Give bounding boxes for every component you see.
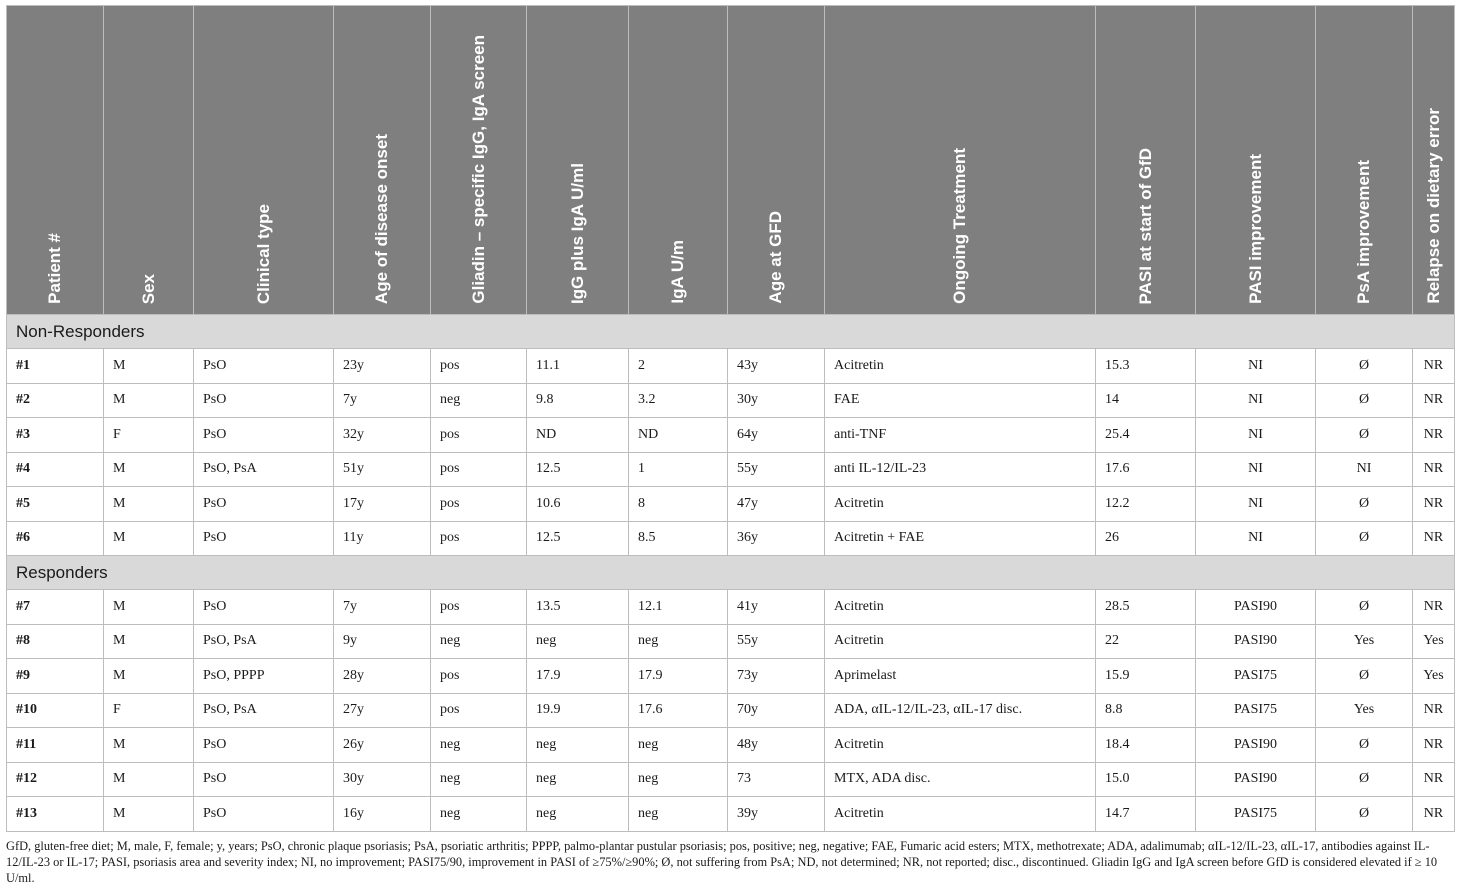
table-cell: Ø	[1316, 762, 1413, 797]
table-cell: 28.5	[1096, 590, 1196, 625]
table-cell: 11y	[334, 521, 431, 556]
table-cell: 12.5	[527, 452, 629, 487]
table-cell: 28y	[334, 659, 431, 694]
table-cell: F	[104, 418, 194, 453]
column-header-label: Clinical type	[253, 203, 273, 304]
table-cell: Yes	[1413, 659, 1455, 694]
table-container	[6, 5, 1454, 886]
table-cell: Ø	[1316, 659, 1413, 694]
table-cell: 30y	[334, 762, 431, 797]
table-cell: PASI90	[1196, 762, 1316, 797]
table-cell: neg	[629, 624, 728, 659]
table-cell: 8.5	[629, 521, 728, 556]
table-cell: PsO, PPPP	[194, 659, 334, 694]
table-cell: NR	[1413, 349, 1455, 384]
table-row	[7, 452, 1455, 487]
column-header-label: Ongoing Treatment	[950, 148, 969, 304]
table-row	[7, 349, 1455, 384]
column-header	[629, 6, 728, 315]
table-cell: 64y	[728, 418, 825, 453]
table-cell: pos	[431, 521, 527, 556]
column-header-label: IgA U/m	[668, 240, 687, 304]
table-cell: pos	[431, 659, 527, 694]
patient-id-cell: #13	[7, 797, 104, 832]
column-header-label: IgG plus IgA U/ml	[567, 162, 587, 304]
table-cell: neg	[431, 762, 527, 797]
patient-id-cell: #2	[7, 383, 104, 418]
table-cell: neg	[527, 728, 629, 763]
table-cell: neg	[629, 728, 728, 763]
table-cell: M	[104, 383, 194, 418]
table-row	[7, 624, 1455, 659]
table-cell: PsO	[194, 521, 334, 556]
column-header-label: Patient #	[45, 233, 64, 304]
table-cell: PsO, PsA	[194, 693, 334, 728]
table-cell: 16y	[334, 797, 431, 832]
table-cell: Ø	[1316, 590, 1413, 625]
table-cell: 22	[1096, 624, 1196, 659]
column-header	[104, 6, 194, 315]
table-cell: 17.6	[629, 693, 728, 728]
table-cell: NR	[1413, 487, 1455, 522]
table-cell: 12.2	[1096, 487, 1196, 522]
table-cell: MTX, ADA disc.	[825, 762, 1096, 797]
column-header	[1316, 6, 1413, 315]
table-cell: pos	[431, 487, 527, 522]
column-header-label: PASI improvement	[1245, 154, 1265, 304]
table-body	[7, 315, 1455, 832]
table-cell: Ø	[1316, 521, 1413, 556]
table-cell: Acitretin + FAE	[825, 521, 1096, 556]
group-row	[7, 556, 1455, 590]
table-cell: neg	[431, 383, 527, 418]
table-cell: Ø	[1316, 797, 1413, 832]
table-cell: neg	[629, 797, 728, 832]
table-cell: 23y	[334, 349, 431, 384]
table-cell: 17.6	[1096, 452, 1196, 487]
table-cell: anti IL-12/IL-23	[825, 452, 1096, 487]
table-cell: 26y	[334, 728, 431, 763]
table-cell: NI	[1196, 521, 1316, 556]
patient-id-cell: #3	[7, 418, 104, 453]
table-cell: 12.5	[527, 521, 629, 556]
table-cell: 55y	[728, 624, 825, 659]
table-footnote: GfD, gluten-free diet; M, male, F, female; y, years; PsO, chronic plaque psoriasis; PsA, psoriatic arthritis; PPPP, palmo-plantar pustular psoriasis; pos, positive; neg, negative; FAE, Fumaric acid esters; MTX, methotrexate; ADA, adalimumab; αIL-12/IL-23, αIL-17, antibodies against IL-12/IL-23 or IL-17; PASI, psoriasis area and severity index; NI, no improvement; PASI75/90, improvement in PASI of ≥75%/≥90%; Ø, not suffering from PsA; ND, not determined; NR, not reported; disc., discontinued. Gliadin IgG and IgA screen before GfD is considered elevated if ≥ 10 U/ml.	[6, 838, 1438, 885]
table-cell: anti-TNF	[825, 418, 1096, 453]
group-label: Non-Responders	[7, 315, 1455, 349]
table-cell: NR	[1413, 590, 1455, 625]
table-cell: M	[104, 762, 194, 797]
table-row	[7, 797, 1455, 832]
table-cell: NI	[1196, 418, 1316, 453]
patient-id-cell: #1	[7, 349, 104, 384]
table-cell: 13.5	[527, 590, 629, 625]
patient-id-cell: #5	[7, 487, 104, 522]
table-cell: 36y	[728, 521, 825, 556]
patient-id-cell: #8	[7, 624, 104, 659]
table-row	[7, 521, 1455, 556]
table-cell: NR	[1413, 797, 1455, 832]
table-cell: 32y	[334, 418, 431, 453]
table-cell: Acitretin	[825, 797, 1096, 832]
table-cell: PASI75	[1196, 659, 1316, 694]
table-cell: 39y	[728, 797, 825, 832]
table-cell: pos	[431, 590, 527, 625]
table-cell: 7y	[334, 383, 431, 418]
table-cell: 8	[629, 487, 728, 522]
table-cell: NR	[1413, 452, 1455, 487]
table-cell: neg	[527, 762, 629, 797]
patient-id-cell: #4	[7, 452, 104, 487]
table-cell: 10.6	[527, 487, 629, 522]
column-header-label: Sex	[138, 273, 158, 304]
group-row	[7, 315, 1455, 349]
table-cell: PASI90	[1196, 728, 1316, 763]
table-cell: 51y	[334, 452, 431, 487]
patient-table	[6, 5, 1455, 832]
column-header	[527, 6, 629, 315]
table-cell: NI	[1196, 383, 1316, 418]
table-cell: neg	[629, 762, 728, 797]
table-cell: Aprimelast	[825, 659, 1096, 694]
table-cell: 41y	[728, 590, 825, 625]
table-row	[7, 659, 1455, 694]
patient-id-cell: #6	[7, 521, 104, 556]
table-cell: pos	[431, 452, 527, 487]
table-cell: NR	[1413, 418, 1455, 453]
table-cell: 70y	[728, 693, 825, 728]
table-cell: Ø	[1316, 487, 1413, 522]
table-cell: PsO, PsA	[194, 452, 334, 487]
table-cell: ND	[629, 418, 728, 453]
table-cell: 15.9	[1096, 659, 1196, 694]
table-header	[7, 6, 1455, 315]
table-cell: 3.2	[629, 383, 728, 418]
patient-id-cell: #12	[7, 762, 104, 797]
table-cell: PsO	[194, 418, 334, 453]
table-cell: Acitretin	[825, 624, 1096, 659]
table-cell: 11.1	[527, 349, 629, 384]
table-cell: PsO	[194, 349, 334, 384]
table-cell: PsO	[194, 590, 334, 625]
table-cell: PASI90	[1196, 590, 1316, 625]
table-cell: NR	[1413, 693, 1455, 728]
table-row	[7, 728, 1455, 763]
table-cell: M	[104, 521, 194, 556]
table-cell: 17.9	[527, 659, 629, 694]
column-header-label: Relapse on dietary error	[1423, 108, 1443, 304]
table-cell: M	[104, 349, 194, 384]
table-cell: PASI75	[1196, 797, 1316, 832]
table-cell: M	[104, 659, 194, 694]
table-row	[7, 762, 1455, 797]
table-cell: Yes	[1316, 693, 1413, 728]
table-cell: NR	[1413, 728, 1455, 763]
table-cell: pos	[431, 418, 527, 453]
table-cell: 48y	[728, 728, 825, 763]
table-cell: Acitretin	[825, 590, 1096, 625]
column-header-label: PsA improvement	[1354, 160, 1373, 304]
table-cell: 27y	[334, 693, 431, 728]
table-cell: 17y	[334, 487, 431, 522]
table-row	[7, 418, 1455, 453]
table-cell: 17.9	[629, 659, 728, 694]
column-header	[728, 6, 825, 315]
table-cell: 73y	[728, 659, 825, 694]
table-cell: FAE	[825, 383, 1096, 418]
table-cell: neg	[431, 797, 527, 832]
table-cell: NI	[1196, 349, 1316, 384]
table-cell: Acitretin	[825, 487, 1096, 522]
table-cell: pos	[431, 349, 527, 384]
table-cell: NI	[1196, 487, 1316, 522]
table-cell: neg	[527, 797, 629, 832]
table-cell: neg	[527, 624, 629, 659]
table-cell: 30y	[728, 383, 825, 418]
column-header	[194, 6, 334, 315]
table-cell: Ø	[1316, 349, 1413, 384]
column-header	[1196, 6, 1316, 315]
table-cell: neg	[431, 624, 527, 659]
table-cell: Acitretin	[825, 349, 1096, 384]
table-cell: 7y	[334, 590, 431, 625]
table-cell: 19.9	[527, 693, 629, 728]
table-cell: M	[104, 487, 194, 522]
table-cell: Acitretin	[825, 728, 1096, 763]
column-header-label: Age at GFD	[766, 211, 785, 304]
column-header-label: PASI at start of GfD	[1135, 147, 1155, 304]
table-cell: 9.8	[527, 383, 629, 418]
table-cell: PsO	[194, 487, 334, 522]
table-cell: PsO, PsA	[194, 624, 334, 659]
table-cell: ND	[527, 418, 629, 453]
table-cell: Yes	[1413, 624, 1455, 659]
column-header	[334, 6, 431, 315]
table-cell: 26	[1096, 521, 1196, 556]
table-cell: 14	[1096, 383, 1196, 418]
table-cell: PsO	[194, 762, 334, 797]
table-cell: M	[104, 624, 194, 659]
patient-id-cell: #10	[7, 693, 104, 728]
column-header	[431, 6, 527, 315]
table-cell: M	[104, 797, 194, 832]
table-cell: Ø	[1316, 418, 1413, 453]
column-header	[1096, 6, 1196, 315]
table-cell: ADA, αIL-12/IL-23, αIL-17 disc.	[825, 693, 1096, 728]
table-cell: PsO	[194, 728, 334, 763]
patient-id-cell: #11	[7, 728, 104, 763]
table-row	[7, 383, 1455, 418]
table-cell: Ø	[1316, 383, 1413, 418]
table-cell: NR	[1413, 762, 1455, 797]
table-cell: F	[104, 693, 194, 728]
table-cell: Yes	[1316, 624, 1413, 659]
table-cell: NR	[1413, 383, 1455, 418]
column-header-label: Gliadin – specific IgG, IgA screen	[468, 35, 488, 304]
table-cell: NI	[1196, 452, 1316, 487]
table-cell: 14.7	[1096, 797, 1196, 832]
table-cell: 15.0	[1096, 762, 1196, 797]
table-cell: 18.4	[1096, 728, 1196, 763]
table-cell: 55y	[728, 452, 825, 487]
table-row	[7, 693, 1455, 728]
table-cell: neg	[431, 728, 527, 763]
table-cell: 47y	[728, 487, 825, 522]
table-cell: 25.4	[1096, 418, 1196, 453]
table-row	[7, 487, 1455, 522]
table-cell: PASI75	[1196, 693, 1316, 728]
table-cell: Ø	[1316, 728, 1413, 763]
table-cell: pos	[431, 693, 527, 728]
group-label: Responders	[7, 556, 1455, 590]
column-header-label: Age of disease onset	[372, 133, 391, 304]
table-cell: NR	[1413, 521, 1455, 556]
table-cell: PASI90	[1196, 624, 1316, 659]
table-cell: 2	[629, 349, 728, 384]
table-cell: PsO	[194, 383, 334, 418]
table-cell: 1	[629, 452, 728, 487]
table-cell: M	[104, 728, 194, 763]
table-cell: 73	[728, 762, 825, 797]
table-row	[7, 590, 1455, 625]
column-header	[7, 6, 104, 315]
table-cell: 8.8	[1096, 693, 1196, 728]
table-cell: M	[104, 452, 194, 487]
column-header	[825, 6, 1096, 315]
table-cell: M	[104, 590, 194, 625]
column-header	[1413, 6, 1455, 315]
patient-id-cell: #7	[7, 590, 104, 625]
header-row	[7, 6, 1455, 315]
patient-id-cell: #9	[7, 659, 104, 694]
table-cell: PsO	[194, 797, 334, 832]
table-cell: 9y	[334, 624, 431, 659]
table-cell: 43y	[728, 349, 825, 384]
table-cell: 15.3	[1096, 349, 1196, 384]
table-cell: NI	[1316, 452, 1413, 487]
table-cell: 12.1	[629, 590, 728, 625]
